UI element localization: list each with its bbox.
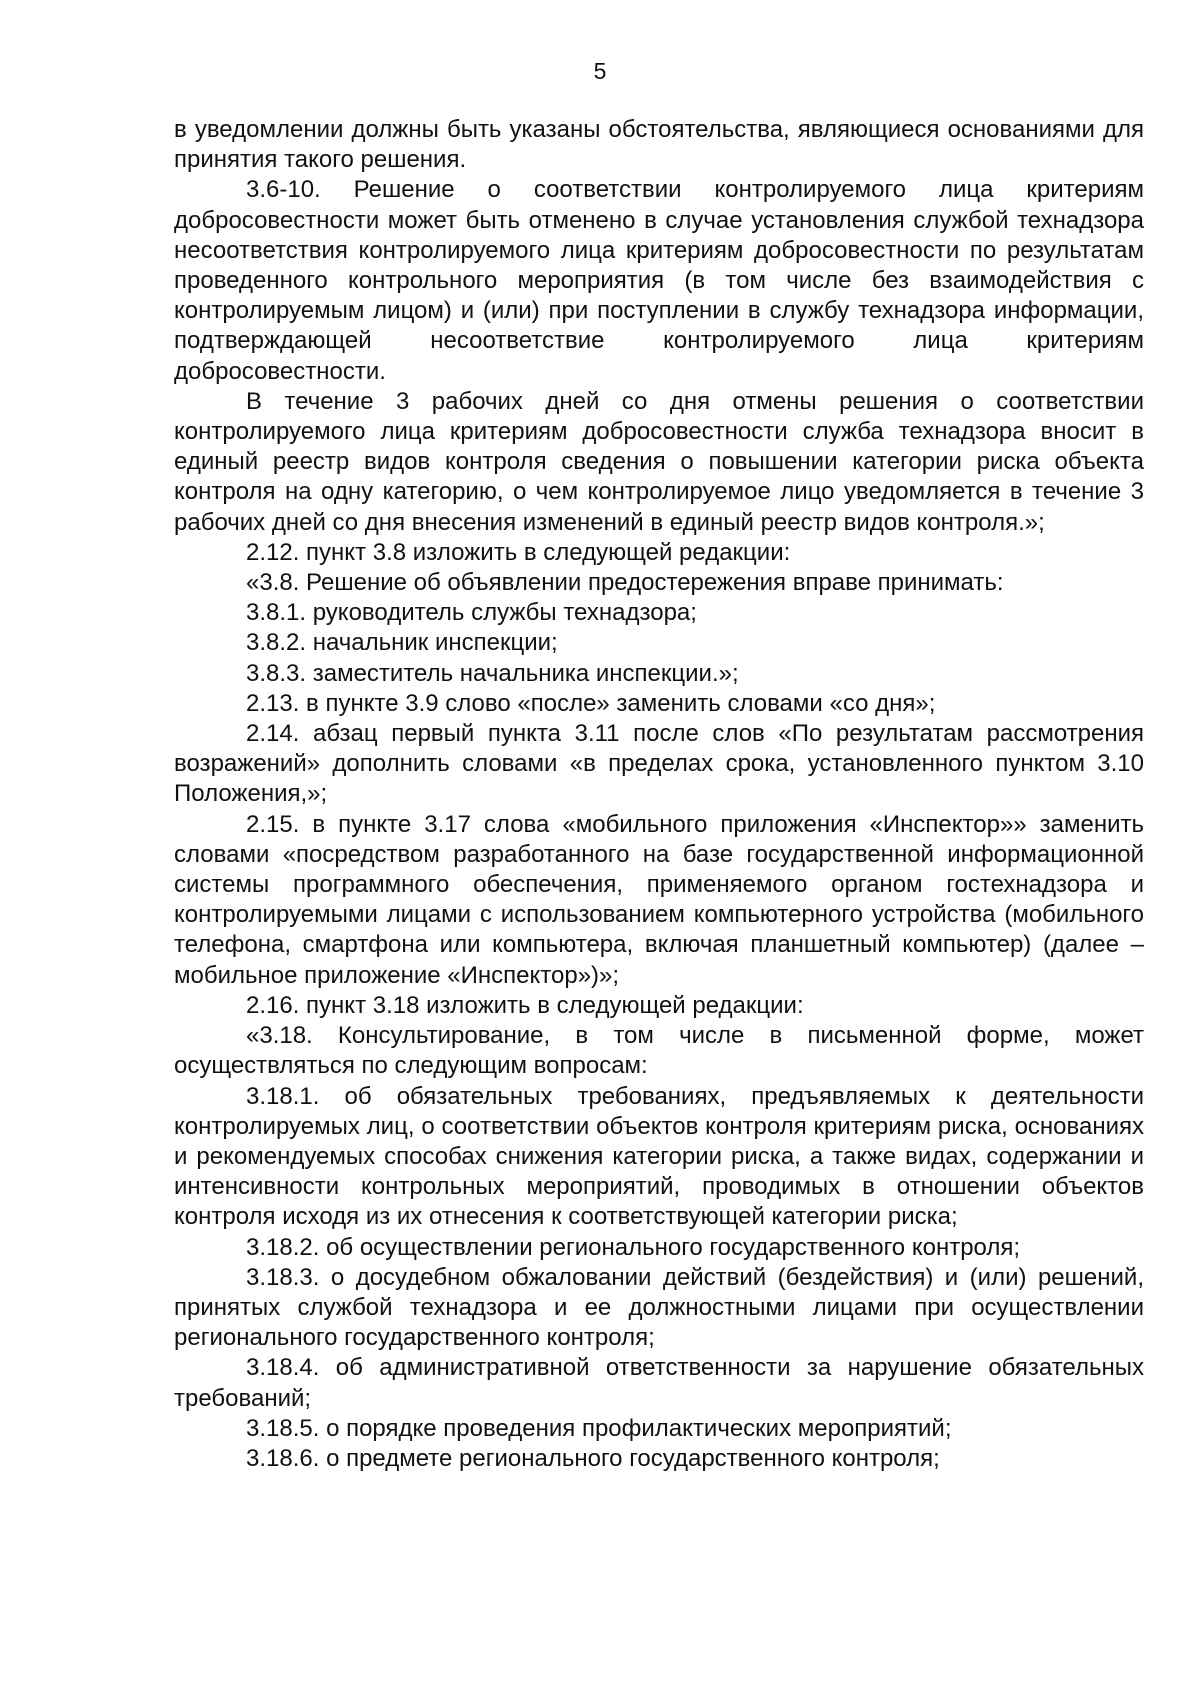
paragraph: 3.18.2. об осуществлении регионального государственного контроля; (246, 1233, 1021, 1261)
paragraph: в уведомлении должны быть указаны обстоятельства, являющиеся основаниями для принятия такого решения. (174, 116, 1144, 174)
paragraph: 3.18.5. о порядке проведения профилактических мероприятий; (246, 1414, 952, 1442)
paragraph: 3.8.1. руководитель службы технадзора; (246, 599, 697, 627)
page-number: 5 (593, 58, 607, 84)
paragraph: 3.8.2. начальник инспекции; (246, 629, 558, 657)
paragraph: 3.18.6. о предмете регионального государственного контроля; (246, 1444, 940, 1472)
paragraph: 2.15. в пункте 3.17 слова «мобильного приложения «Инспектор»» заменить словами «посредством разработанного на базе государственной информационной системы программного обеспечения, применяемого органом гостехнадзора и контролируемыми лицами с использованием компьютерного устройства (мобильного телефона, смартфона или компьютера, включая планшетный компьютер) (далее – мобильное приложение «Инспектор»)»; (174, 810, 1144, 989)
paragraph: 3.18.4. об административной ответственности за нарушение обязательных требований; (174, 1354, 1144, 1412)
paragraph: «3.8. Решение об объявлении предостережения вправе принимать: (246, 569, 1004, 597)
paragraph: 3.18.1. об обязательных требованиях, предъявляемых к деятельности контролируемых лиц, о соответствии объектов контроля критериям риска, основаниях и рекомендуемых способах снижения категории риска, а также видах, содержании и интенсивности контрольных мероприятий, проводимых в отношении объектов контроля исходя из их отнесения к соответствующей категории риска; (174, 1082, 1144, 1231)
paragraph: 3.18.3. о досудебном обжаловании действий (бездействия) и (или) решений, принятых службой технадзора и ее должностными лицами при осуществлении регионального государственного контроля; (174, 1263, 1144, 1352)
paragraph: «3.18. Консультирование, в том числе в письменной форме, может осуществляться по следующим вопросам: (174, 1022, 1144, 1080)
paragraph: 2.12. пункт 3.8 изложить в следующей редакции: (246, 538, 791, 566)
paragraph: 2.16. пункт 3.18 изложить в следующей редакции: (246, 991, 804, 1019)
paragraph: 2.14. абзац первый пункта 3.11 после слов «По результатам рассмотрения возражений» дополнить словами «в пределах срока, установленного пунктом 3.10 Положения,»; (174, 720, 1144, 808)
paragraph: 2.13. в пункте 3.9 слово «после» заменить словами «со дня»; (246, 689, 936, 717)
paragraph: 3.8.3. заместитель начальника инспекции.»; (246, 659, 739, 687)
paragraph: В течение 3 рабочих дней со дня отмены решения о соответствии контролируемого лица критериям добросовестности служба технадзора вносит в единый реестр видов контроля сведения о повышении категории риска объекта контроля на одну категорию, о чем контролируемое лицо уведомляется в течение 3 рабочих дней со дня внесения изменений в единый реестр видов контроля.»; (174, 387, 1144, 536)
paragraph: 3.6-10. Решение о соответствии контролируемого лица критериям добросовестности может быть отменено в случае установления службой технадзора несоответствия контролируемого лица критериям добросовестности по результатам проведенного контрольного мероприятия (в том числе без взаимодействия с контролируемым лицом) и (или) при поступлении в службу технадзора информации, подтверждающей несоответствие контролируемого лица критериям добросовестности. (174, 176, 1144, 385)
document-body (174, 115, 1144, 1474)
